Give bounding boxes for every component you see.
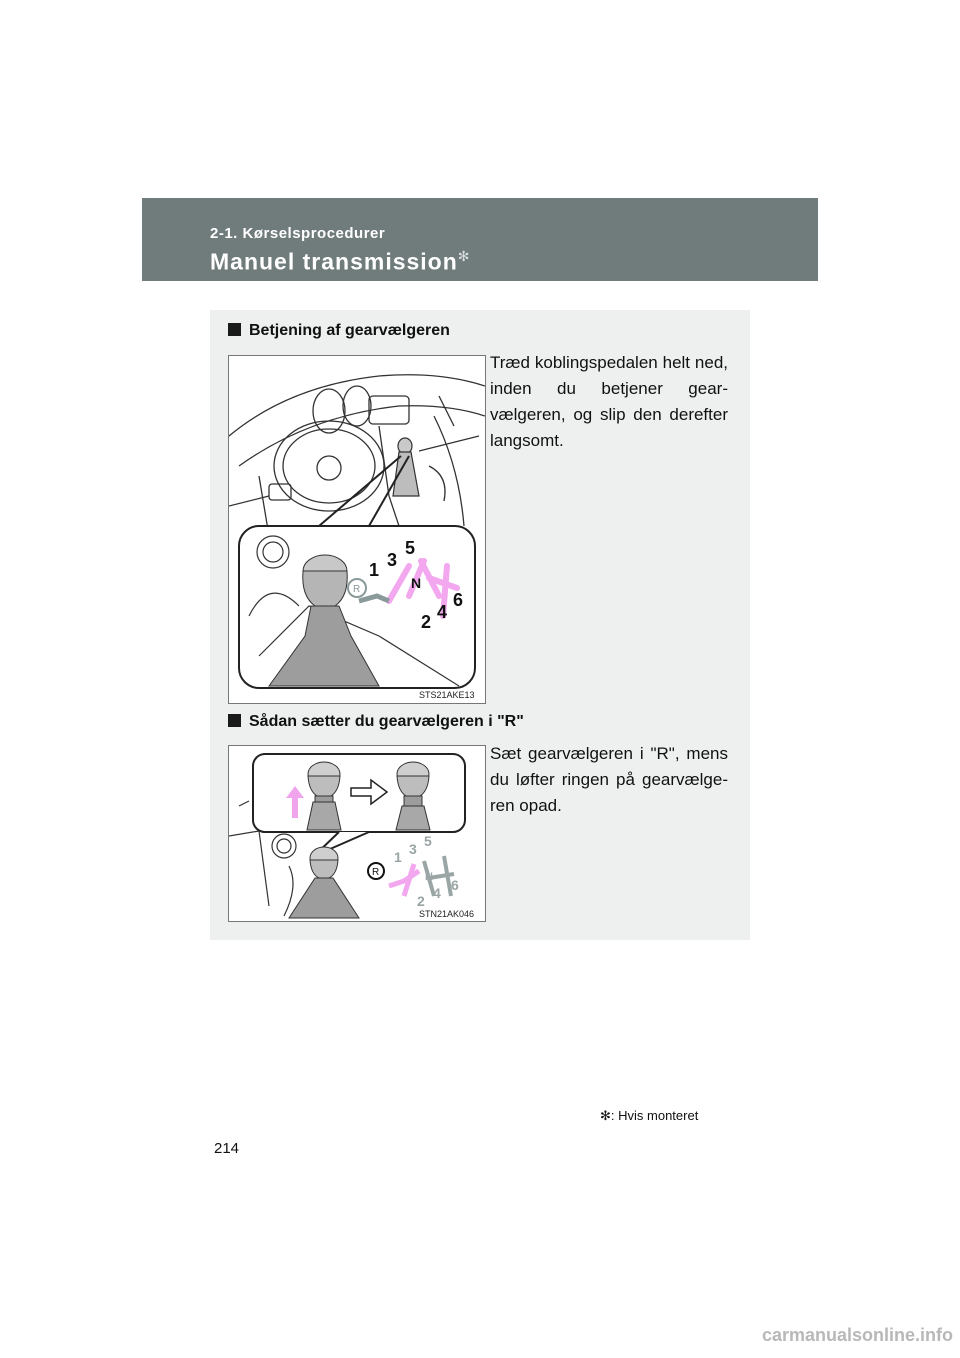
page-title — [210, 248, 471, 276]
footnote — [600, 1108, 698, 1124]
figure-code: STS21AKE13 — [419, 690, 475, 700]
chapter-header — [142, 198, 818, 281]
gear-label-3: 3 — [409, 841, 417, 857]
gear-label-1: 1 — [394, 849, 402, 865]
footnote-text: : Hvis monteret — [610, 1108, 699, 1123]
gear-label-1: 1 — [369, 560, 380, 580]
gear-label-4: 4 — [437, 602, 448, 622]
watermark: carmanualsonline.info — [762, 1325, 954, 1345]
gear-label-2: 2 — [417, 893, 425, 909]
optional-mark: ✻ — [457, 248, 471, 264]
gear-label-6: 6 — [453, 590, 464, 610]
reverse-text: Sæt gearvælgeren i "R", mens du løfter ringen på gearvælge-ren opad. — [490, 744, 728, 815]
section-heading-shift-operation — [228, 322, 450, 340]
shift-operation-text: Træd koblingspedalen helt ned, inden du betjener gear-vælgeren, og slip den derefter langsomt. — [490, 353, 728, 450]
figure-code: STN21AK046 — [419, 909, 475, 919]
gear-label-6: 6 — [451, 877, 459, 893]
square-bullet-icon — [228, 714, 241, 727]
gear-label-r: R — [372, 867, 380, 878]
gear-label-5: 5 — [405, 538, 416, 558]
gear-label-3: 3 — [387, 550, 398, 570]
section-heading-text: Sådan sætter du gearvælgeren i "R" — [249, 713, 524, 730]
reverse-shift-illustration — [228, 745, 486, 922]
footnote-mark: ✻ — [600, 1108, 611, 1123]
gear-label-r: R — [353, 584, 361, 595]
gear-label-4: 4 — [433, 885, 441, 901]
gear-label-2: 2 — [421, 612, 432, 632]
gear-label-5: 5 — [424, 833, 432, 849]
section-label: 2-1. Kørselsprocedurer — [210, 225, 386, 242]
page-number: 214 — [214, 1140, 240, 1157]
square-bullet-icon — [228, 323, 241, 336]
gear-label-n: N — [411, 575, 422, 591]
section-heading-text: Betjening af gearvælgeren — [249, 322, 450, 339]
gear-label-n: N — [425, 871, 433, 883]
gear-shift-illustration — [228, 355, 486, 704]
page-title-text: Manuel transmission — [210, 248, 458, 275]
section-heading-reverse — [228, 713, 524, 731]
